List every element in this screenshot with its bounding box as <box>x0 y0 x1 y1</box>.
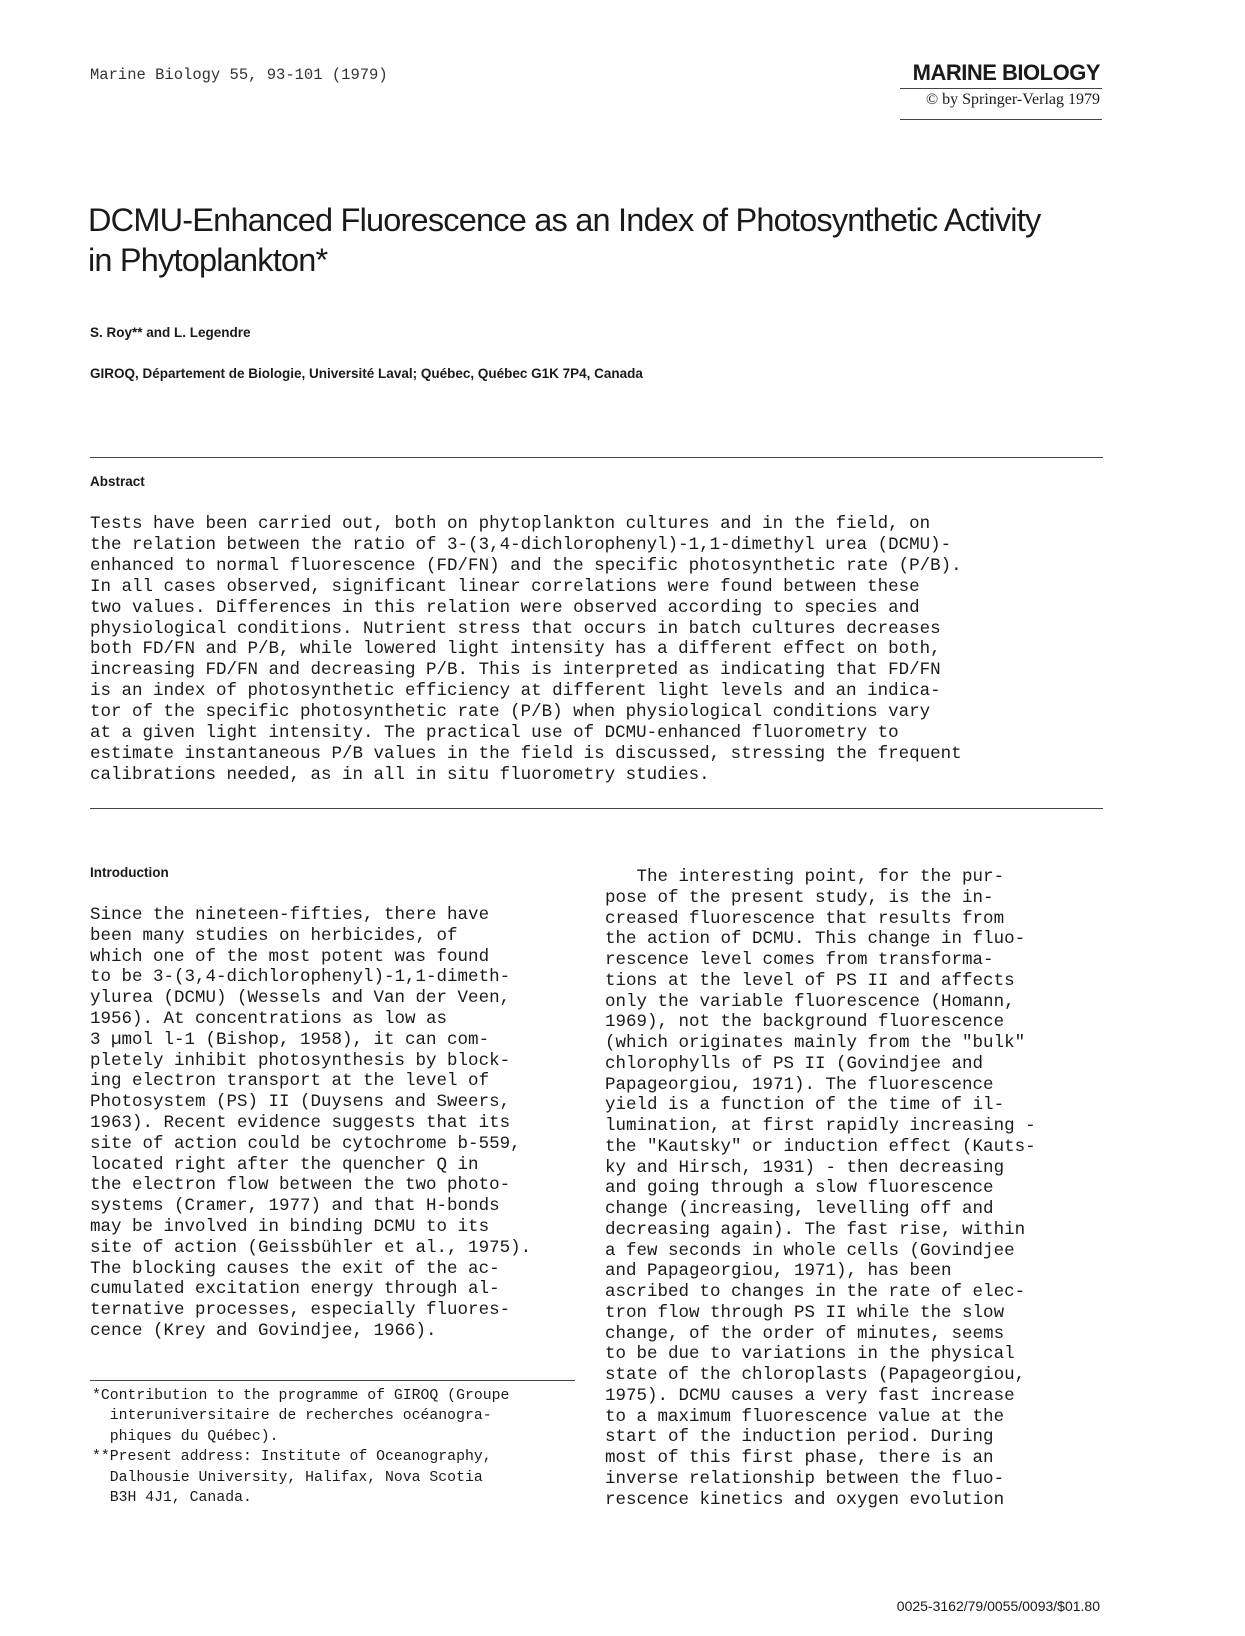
body-line: 1956). At concentrations as low as <box>90 1008 448 1029</box>
title-line-2: in Phytoplankton* <box>88 242 328 278</box>
price-code: 0025-3162/79/0055/0093/$01.80 <box>896 1598 1100 1614</box>
body-line: ky and Hirsch, 1931) - then decreasing <box>605 1157 1005 1178</box>
body-line: to be due to variations in the physical <box>605 1344 1015 1365</box>
body-line: ternative processes, especially fluores- <box>90 1300 511 1321</box>
body-line: change, of the order of minutes, seems <box>605 1323 1005 1344</box>
body-line: to be 3-(3,4-dichlorophenyl)-1,1-dimeth- <box>90 967 511 988</box>
abstract-line: Tests have been carried out, both on phytoplankton cultures and in the field, on <box>90 514 931 534</box>
abstract-line: In all cases observed, significant linear correlations were found between these <box>90 576 920 597</box>
footnote-line: *Contribution to the programme of GIROQ (Groupe <box>92 1388 510 1404</box>
body-line: Papageorgiou, 1971). The fluorescence <box>605 1074 994 1095</box>
body-line: rescence kinetics and oxygen evolution <box>605 1489 1005 1510</box>
body-line: been many studies on herbicides, of <box>90 925 458 946</box>
body-line: tron flow through PS II while the slow <box>605 1302 1005 1323</box>
left-column <box>90 905 570 1342</box>
body-line: ing electron transport at the level of <box>90 1071 490 1092</box>
copyright-notice: © by Springer-Verlag 1979 <box>925 91 1100 108</box>
body-line: ylurea (DCMU) (Wessels and Van der Veen, <box>90 988 511 1009</box>
body-line: site of action could be cytochrome b-559, <box>90 1133 521 1154</box>
body-line: pose of the present study, is the in- <box>605 887 994 908</box>
body-line: systems (Cramer, 1977) and that H-bonds <box>90 1196 500 1217</box>
abstract-rule-bottom <box>90 808 1103 809</box>
body-line: yield is a function of the time of il- <box>605 1095 1005 1116</box>
abstract-line: tor of the specific photosynthetic rate (P/B) when physiological conditions vary <box>90 702 931 723</box>
journal-name: MARINE BIOLOGY <box>912 60 1100 85</box>
body-line: (which originates mainly from the "bulk" <box>605 1033 1026 1053</box>
title-line-1: DCMU-Enhanced Fluorescence as an Index of Photosynthetic Activity <box>88 202 1041 238</box>
abstract-heading: Abstract <box>90 474 145 489</box>
body-line: state of the chloroplasts (Papageorgiou, <box>605 1365 1026 1385</box>
body-line: lumination, at first rapidly increasing - <box>605 1116 1036 1136</box>
paper-title <box>88 200 1128 280</box>
body-line: a few seconds in whole cells (Govindjee <box>605 1240 1015 1261</box>
abstract-line: increasing FD/FN and decreasing P/B. This is interpreted as indicating that FD/FN <box>90 660 941 681</box>
journal-citation: Marine Biology 55, 93-101 (1979) <box>90 66 388 84</box>
body-line: and going through a slow fluorescence <box>605 1178 994 1199</box>
body-line: The interesting point, for the pur- <box>605 867 1005 887</box>
abstract-body <box>90 514 1110 786</box>
abstract-line: estimate instantaneous P/B values in the field is discussed, stressing the frequent <box>90 743 962 764</box>
body-line: cence (Krey and Govindjee, 1966). <box>90 1320 437 1341</box>
footnote-rule <box>90 1380 575 1381</box>
body-line: start of the induction period. During <box>605 1427 994 1448</box>
body-line: 1963). Recent evidence suggests that its <box>90 1112 511 1133</box>
footnotes <box>92 1386 572 1508</box>
abstract-line: two values. Differences in this relation were observed according to species and <box>90 597 920 618</box>
body-line: located right after the quencher Q in <box>90 1154 479 1175</box>
body-line: 1969), not the background fluorescence <box>605 1012 1005 1033</box>
abstract-line: the relation between the ratio of 3-(3,4-dichlorophenyl)-1,1-dimethyl urea (DCMU)- <box>90 534 952 555</box>
footnote-line: phiques du Québec). <box>92 1428 279 1445</box>
body-line: decreasing again). The fast rise, within <box>605 1219 1026 1240</box>
body-line: tions at the level of PS II and affects <box>605 970 1015 991</box>
body-line: which one of the most potent was found <box>90 946 490 967</box>
header-rule-bottom <box>900 119 1102 120</box>
footnote-line: Dalhousie University, Halifax, Nova Scotia <box>92 1469 483 1486</box>
affiliation: GIROQ, Département de Biologie, Université Laval; Québec, Québec G1K 7P4, Canada <box>90 366 643 381</box>
body-line: The blocking causes the exit of the ac- <box>90 1258 500 1279</box>
body-line: to a maximum fluorescence value at the <box>605 1406 1005 1427</box>
body-line: rescence level comes from transforma- <box>605 950 994 970</box>
abstract-rule-top <box>90 457 1103 458</box>
body-line: pletely inhibit photosynthesis by block- <box>90 1050 511 1071</box>
footnote-line: interuniversitaire de recherches océanogra- <box>92 1408 492 1425</box>
body-line: only the variable fluorescence (Homann, <box>605 991 1015 1012</box>
body-line: cumulated excitation energy through al- <box>90 1279 500 1300</box>
abstract-line: at a given light intensity. The practical use of DCMU-enhanced fluorometry to <box>90 723 899 744</box>
abstract-line: is an index of photosynthetic efficiency at different light levels and an indica- <box>90 681 941 702</box>
header-rule-top <box>900 88 1102 89</box>
body-line: the electron flow between the two photo- <box>90 1175 511 1196</box>
footnote-line: **Present address: Institute of Oceanography, <box>92 1449 492 1466</box>
body-line: chlorophylls of PS II (Govindjee and <box>605 1053 984 1074</box>
body-line: Since the nineteen-fifties, there have <box>90 905 490 925</box>
body-line: and Papageorgiou, 1971), has been <box>605 1261 952 1282</box>
abstract-line: calibrations needed, as in all in situ fluorometry studies. <box>90 764 710 785</box>
body-line: site of action (Geissbühler et al., 1975). <box>90 1237 532 1258</box>
body-line: creased fluorescence that results from <box>605 908 1005 929</box>
abstract-line: both FD/FN and P/B, while lowered light intensity has a different effect on both, <box>90 639 941 660</box>
authors: S. Roy** and L. Legendre <box>90 325 251 340</box>
introduction-heading: Introduction <box>90 865 169 880</box>
right-column <box>605 867 1105 1510</box>
body-line: Photosystem (PS) II (Duysens and Sweers, <box>90 1092 511 1113</box>
body-line: change (increasing, levelling off and <box>605 1199 994 1219</box>
body-line: inverse relationship between the fluo- <box>605 1468 1005 1489</box>
body-line: the "Kautsky" or induction effect (Kauts- <box>605 1136 1036 1157</box>
body-line: 3 µmol l-1 (Bishop, 1958), it can com- <box>90 1029 490 1050</box>
abstract-line: enhanced to normal fluorescence (FD/FN) and the specific photosynthetic rate (P/B). <box>90 555 962 576</box>
footnote-line: B3H 4J1, Canada. <box>92 1490 252 1507</box>
body-line: ascribed to changes in the rate of elec- <box>605 1282 1026 1302</box>
body-line: 1975). DCMU causes a very fast increase <box>605 1385 1015 1406</box>
abstract-line: physiological conditions. Nutrient stress that occurs in batch cultures decreases <box>90 618 941 639</box>
body-line: may be involved in binding DCMU to its <box>90 1216 490 1237</box>
body-line: most of this first phase, there is an <box>605 1448 994 1468</box>
body-line: the action of DCMU. This change in fluo- <box>605 929 1026 950</box>
